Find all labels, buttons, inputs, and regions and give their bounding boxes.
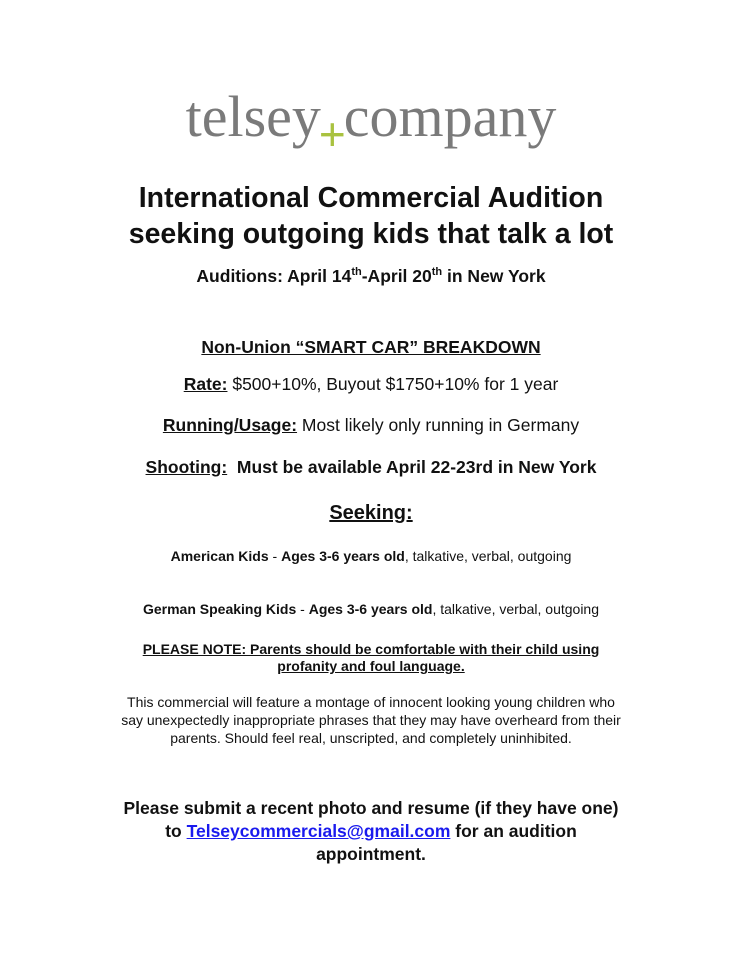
submit-line-3: appointment. bbox=[316, 844, 426, 864]
rate-value: $500+10%, Buyout $1750+10% for 1 year bbox=[227, 374, 559, 394]
submit-to: to bbox=[165, 821, 187, 841]
email-link[interactable]: Telseycommercials@gmail.com bbox=[186, 821, 451, 841]
submit-line-1: Please submit a recent photo and resume (if they have one) bbox=[123, 798, 619, 818]
kids-german-sep: - bbox=[296, 601, 309, 617]
audition-dates bbox=[0, 266, 742, 287]
telsey-company-logo bbox=[0, 82, 742, 160]
submission-instructions bbox=[100, 797, 642, 866]
logo-text-company: company bbox=[343, 84, 557, 149]
desc-line-2: say unexpectedly inappropriate phrases that they may have overheard from their bbox=[121, 712, 621, 728]
commercial-description bbox=[105, 693, 637, 747]
kids-american-sep: - bbox=[268, 548, 282, 564]
parents-note bbox=[120, 641, 622, 675]
kids-american-group: American Kids bbox=[170, 548, 269, 564]
shooting-value: Must be available April 22-23rd in New York bbox=[227, 457, 597, 477]
submit-line-2 bbox=[100, 820, 642, 843]
usage-value: Most likely only running in Germany bbox=[297, 415, 580, 435]
desc-line-1: This commercial will feature a montage of innocent looking young children who bbox=[127, 694, 615, 710]
seeking-heading: Seeking: bbox=[329, 502, 413, 524]
usage-line bbox=[0, 415, 742, 436]
kids-american bbox=[0, 548, 742, 564]
kids-german bbox=[0, 601, 742, 617]
submit-after: for an audition bbox=[450, 821, 577, 841]
dates-suffix: in New York bbox=[442, 266, 546, 286]
shooting-line bbox=[0, 457, 742, 478]
logo-text-telsey: telsey bbox=[185, 84, 321, 149]
usage-label: Running/Usage: bbox=[162, 415, 298, 435]
note-line-1: PLEASE NOTE: Parents should be comfortable with their child using bbox=[142, 641, 600, 657]
dates-sup-2: th bbox=[431, 266, 443, 279]
kids-american-traits: , talkative, verbal, outgoing bbox=[404, 548, 572, 564]
flyer-title bbox=[0, 180, 742, 252]
kids-german-group: German Speaking Kids bbox=[142, 601, 297, 617]
kids-american-ages: Ages 3-6 years old bbox=[281, 548, 405, 564]
dates-sup-1: th bbox=[351, 266, 362, 279]
logo-plus-mark: + bbox=[318, 108, 346, 160]
rate-line bbox=[0, 374, 742, 395]
desc-line-3: parents. Should feel real, unscripted, and completely uninhibited. bbox=[170, 730, 572, 746]
breakdown-heading: Non-Union “SMART CAR” BREAKDOWN bbox=[201, 337, 541, 357]
title-line-2: seeking outgoing kids that talk a lot bbox=[128, 218, 614, 250]
title-line-1: International Commercial Audition bbox=[138, 182, 604, 214]
dates-middle: -April 20 bbox=[361, 266, 432, 286]
note-line-2: profanity and foul language. bbox=[277, 658, 465, 674]
shooting-label: Shooting: bbox=[145, 457, 228, 477]
kids-german-ages: Ages 3-6 years old bbox=[308, 601, 433, 617]
dates-prefix: Auditions: April 14 bbox=[196, 266, 352, 286]
kids-german-traits: , talkative, verbal, outgoing bbox=[432, 601, 599, 617]
rate-label: Rate: bbox=[183, 374, 228, 394]
